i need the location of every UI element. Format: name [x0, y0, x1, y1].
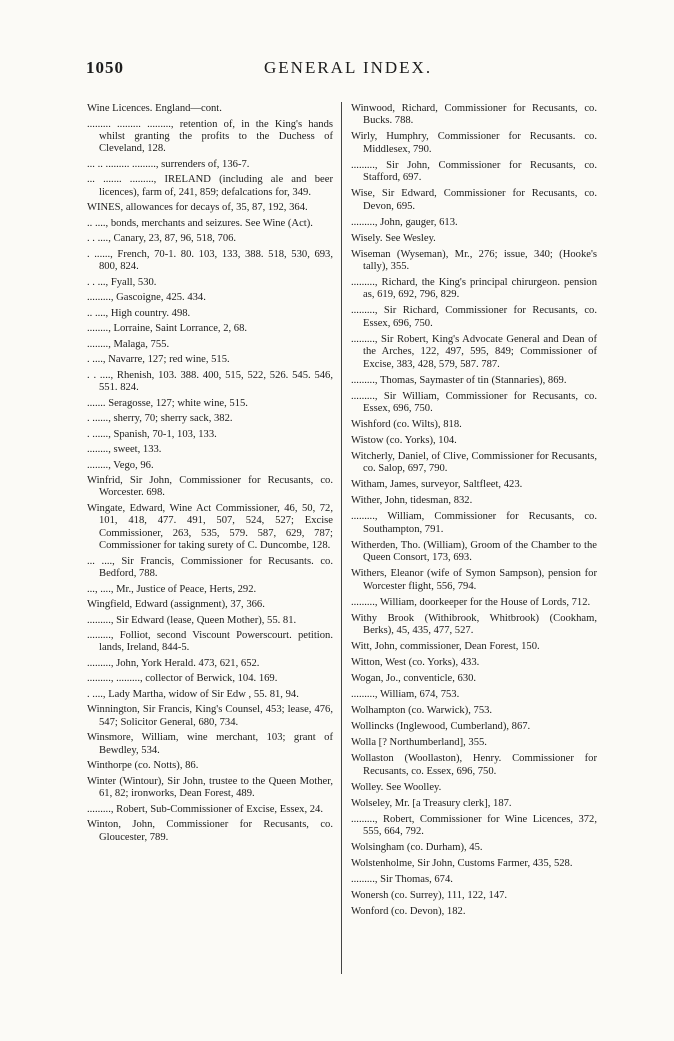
page-header: [86, 58, 590, 82]
index-entry: .. ...., bonds, merchants and seizures. See Wine (Act).: [87, 217, 313, 229]
index-entry: ......... ......... ........., retention of, in the King's hands whilst granting the profits to the Duchess of Cleveland, 128.: [87, 118, 333, 155]
index-entry: Wolhampton (co. Warwick), 753.: [351, 705, 493, 717]
index-entry: ........., Sir Richard, Commissioner for Recusants, co. Essex, 696, 750.: [351, 305, 597, 329]
index-entry: ........., Richard, the King's principal chirurgeon. pension as, 619, 692, 796, 829.: [351, 277, 597, 301]
index-entry: . ...., Navarre, 127; red wine, 515.: [87, 354, 230, 366]
running-title: GENERAL INDEX.: [264, 58, 433, 77]
index-entry: Witherden, Tho. (William), Groom of the Chamber to the Queen Consort, 173, 693.: [351, 539, 597, 564]
index-entry: Wingfield, Edward (assignment), 37, 366.: [87, 599, 265, 611]
index-entry: Winnington, Sir Francis, King's Counsel, 453; lease, 476, 547; Solicitor General, 680, 734.: [87, 704, 333, 728]
index-entry: Wolseley, Mr. [a Treasury clerk], 187.: [351, 797, 512, 809]
page-number: 1050: [86, 58, 124, 77]
index-entry: Wither, John, tidesman, 832.: [351, 495, 473, 507]
index-entry: Wolsingham (co. Durham), 45.: [351, 841, 483, 853]
index-entry: . ...., Lady Martha, widow of Sir Edw , 55. 81, 94.: [87, 688, 299, 700]
index-entry: Wollincks (Inglewood, Cumberland), 867.: [351, 721, 531, 733]
index-entry: Withy Brook (Withibrook, Whitbrook) (Cookham, Berks), 45, 435, 477, 527.: [351, 612, 597, 637]
index-entry: Wishford (co. Wilts), 818.: [351, 419, 462, 431]
index-entry: ........., Sir Robert, King's Advocate General and Dean of the Arches, 122, 497, 595, 849; Commissioner of Excise, 383, 428, 579, 587. 787.: [351, 333, 597, 370]
index-entry: Witcherly, Daniel, of Clive, Commissioner for Recusants, co. Salop, 697, 790.: [351, 451, 597, 475]
index-entry: ........., William, 674, 753.: [351, 689, 460, 701]
index-entry: . . ...., Canary, 23, 87, 96, 518, 706.: [87, 233, 237, 245]
index-entry: ........., John, York Herald. 473, 621, 652.: [87, 657, 260, 669]
index-entry: .. ...., High country. 498.: [87, 307, 191, 319]
index-entry: ....... Seragosse, 127; white wine, 515.: [87, 397, 248, 409]
index-entry: ........, sweet, 133.: [87, 444, 162, 456]
index-entry: Wiseman (Wyseman), Mr., 276; issue, 340; (Hooke's tally), 355.: [351, 248, 597, 273]
index-entry: ... ...., Sir Francis, Commissioner for Recusants. co. Bedford, 788.: [87, 555, 333, 580]
index-entry: Winton, John, Commissioner for Recusants, co. Gloucester, 789.: [87, 819, 333, 843]
index-entry: Wollaston (Woollaston), Henry. Commissioner for Recusants, co. Essex, 696, 750.: [351, 753, 597, 777]
index-entry: Wolla [? Northumberland], 355.: [351, 737, 487, 749]
index-entry: ........., Sir William, Commissioner for Recusants, co. Essex, 696, 750.: [351, 390, 597, 415]
index-entry: Winthorpe (co. Notts), 86.: [87, 760, 199, 772]
index-entry: ........., ........., collector of Berwick, 104. 169.: [87, 673, 278, 685]
index-entry: Witton, West (co. Yorks), 433.: [351, 657, 480, 669]
index-entry: ........, Lorraine, Saint Lorrance, 2, 68.: [87, 323, 248, 335]
index-entry: ........., Sir Edward (lease, Queen Mother), 55. 81.: [87, 614, 297, 626]
index-entry: ........., Robert, Sub-Commissioner of Excise, Essex, 24.: [87, 803, 323, 815]
index-entry: Wolley. See Woolley.: [351, 781, 442, 793]
index-entry: Winfrid, Sir John, Commissioner for Recusants, co. Worcester. 698.: [87, 475, 333, 499]
index-entry: Wonersh (co. Surrey), 111, 122, 147.: [351, 889, 508, 901]
index-entry: ........., Robert, Commissioner for Wine Licences, 372, 555, 664, 792.: [351, 813, 597, 837]
index-entry: ........., John, gauger, 613.: [351, 216, 458, 228]
index-entry: Wisely. See Wesley.: [351, 232, 436, 244]
index-entry: Wirly, Humphry, Commissioner for Recusants. co. Middlesex, 790.: [351, 131, 597, 155]
index-entry: ........., Sir John, Commissioner for Recusants, co. Stafford, 697.: [351, 159, 597, 184]
index-entry: Wogan, Jo., conventicle, 630.: [351, 673, 477, 685]
index-entry: ........., Folliot, second Viscount Powerscourt. petition. lands, Ireland, 844-5.: [87, 630, 333, 654]
index-entry: Wolstenholme, Sir John, Customs Farmer, 435, 528.: [351, 857, 573, 869]
index-entry: Wingate, Edward, Wine Act Commissioner, 46, 50, 72, 101, 418, 477. 491, 507, 524, 527; Excise Commissioner, 263, 535, 579. 587, 629, 787; Commissioner for taking surety of C. Duncombe, 128.: [87, 502, 333, 552]
index-entry: ........., William, doorkeeper for the House of Lords, 712.: [351, 596, 591, 608]
column-divider: [341, 102, 342, 974]
index-entry: ........, Malaga, 755.: [87, 338, 170, 350]
index-entry: Winsmore, William, wine merchant, 103; grant of Bewdley, 534.: [87, 732, 333, 756]
index-column-left: [87, 103, 333, 847]
index-entry: ........., Sir Thomas, 674.: [351, 873, 453, 885]
index-entry: Witt, John, commissioner, Dean Forest, 150.: [351, 641, 540, 653]
index-entry: ... .. ......... ........., surrenders of, 136-7.: [87, 158, 250, 170]
index-entry: Wise, Sir Edward, Commissioner for Recusants, co. Devon, 695.: [351, 188, 597, 212]
index-entry: Wistow (co. Yorks), 104.: [351, 435, 457, 447]
index-entry: WINES, allowances for decays of, 35, 87, 192, 364.: [87, 202, 308, 214]
index-entry: ... ....... ........., IRELAND (including ale and beer licences), farm of, 241, 859; defalcations for, 349.: [87, 174, 333, 198]
index-entry: . ......, Spanish, 70-1, 103, 133.: [87, 428, 217, 440]
index-entry: . . ...., Rhenish, 103. 388. 400, 515, 522, 526. 545. 546, 551. 824.: [87, 369, 333, 394]
index-entry: ........, Vego, 96.: [87, 459, 154, 471]
index-entry: Witham, James, surveyor, Saltfleet, 423.: [351, 479, 523, 491]
index-entry: . . ..., Fyall, 530.: [87, 276, 157, 288]
index-entry: Wine Licences. England—cont.: [87, 103, 222, 114]
index-entry: ........., Gascoigne, 425. 434.: [87, 292, 206, 304]
index-entry: Withers, Eleanor (wife of Symon Sampson), pension for Worcester flight, 556, 794.: [351, 568, 597, 592]
index-entry: Wonford (co. Devon), 182.: [351, 905, 466, 917]
index-entry: . ......, sherry, 70; sherry sack, 382.: [87, 413, 233, 425]
index-entry: ........., William, Commissioner for Recusants, co. Southampton, 791.: [351, 511, 597, 535]
index-entry: ..., ...., Mr., Justice of Peace, Herts, 292.: [87, 583, 257, 595]
index-entry: ........., Thomas, Saymaster of tin (Stannaries), 869.: [351, 374, 567, 386]
index-column-right: [351, 103, 597, 922]
index-entry: . ......, French, 70-1. 80. 103, 133, 388. 518, 530, 693, 800, 824.: [87, 248, 333, 273]
index-entry: Winter (Wintour), Sir John, trustee to the Queen Mother, 61, 82; ironworks, Dean Forest, 489.: [87, 775, 333, 800]
index-entry: Winwood, Richard, Commissioner for Recusants, co. Bucks. 788.: [351, 103, 597, 127]
